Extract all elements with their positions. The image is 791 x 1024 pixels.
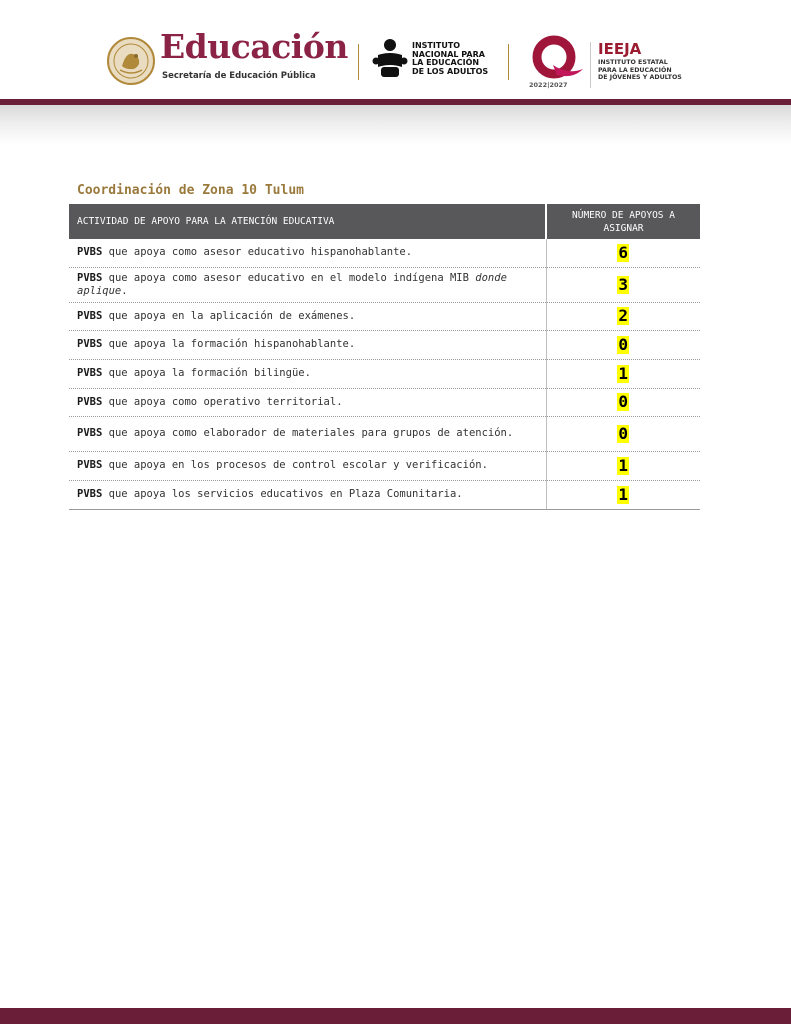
activity-cell <box>69 480 546 509</box>
table-row <box>69 416 700 451</box>
activity-text: que apoya en la aplicación de exámenes. <box>102 309 356 322</box>
count-cell <box>546 239 700 267</box>
activity-text: que apoya como operativo territorial. <box>102 395 343 408</box>
table-row <box>69 239 700 267</box>
education-title: Educación <box>160 27 348 66</box>
header-divider <box>508 44 509 80</box>
inea-line: LA EDUCACIÓN <box>412 58 480 67</box>
support-count: 0 <box>618 392 629 411</box>
pvbs-label: PVBS <box>77 488 103 500</box>
pvbs-label: PVBS <box>77 367 103 379</box>
support-count: 1 <box>618 455 629 475</box>
support-count: 2 <box>618 306 629 325</box>
education-subtitle: Secretaría de Educación Pública <box>162 71 316 81</box>
activity-cell <box>69 330 546 359</box>
pvbs-label: PVBS <box>77 338 103 350</box>
count-cell <box>546 480 700 509</box>
inea-line: INSTITUTO <box>412 41 461 50</box>
activity-column-header: ACTIVIDAD DE APOYO PARA LA ATENCIÓN EDUCATIVA <box>69 204 546 239</box>
pvbs-label: PVBS <box>77 459 103 471</box>
activity-text: que apoya en los procesos de control escolar y verificación. <box>102 459 488 471</box>
quintana-roo-logo-icon <box>527 35 585 89</box>
ieeja-name <box>598 59 708 82</box>
count-cell <box>546 416 700 451</box>
table-row <box>69 267 700 302</box>
header-shadow <box>0 105 791 145</box>
activity-text: que apoya como asesor educativo hispanohablante. <box>102 246 413 259</box>
activity-text: que apoya la formación hispanohablante. <box>102 338 356 350</box>
inea-line: DE LOS ADULTOS <box>412 66 489 76</box>
pvbs-label: PVBS <box>77 271 103 284</box>
ieeja-line: PARA LA EDUCACIÓN <box>598 66 672 74</box>
ieeja-title: IEEJA <box>598 40 642 58</box>
activity-text: que apoya como elaborador de materiales para grupos de atención. <box>102 427 514 439</box>
table-row <box>69 388 700 416</box>
ieeja-line: INSTITUTO ESTATAL <box>598 59 668 66</box>
activity-cell <box>69 359 546 388</box>
activity-cell <box>69 267 546 302</box>
support-count: 1 <box>618 363 629 383</box>
count-cell <box>546 359 700 388</box>
footer-band <box>0 1008 791 1024</box>
activity-cell <box>69 239 546 267</box>
support-count: 0 <box>618 423 629 443</box>
mexico-seal-icon <box>106 36 156 86</box>
table-row <box>69 480 700 509</box>
inea-name <box>412 42 502 76</box>
page-header <box>0 0 791 100</box>
pvbs-label: PVBS <box>77 427 103 439</box>
count-cell <box>546 330 700 359</box>
pvbs-label: PVBS <box>77 395 103 408</box>
header-divider <box>358 44 359 80</box>
ieeja-line: DE JÓVENES Y ADULTOS <box>598 74 682 81</box>
support-count: 1 <box>618 484 629 504</box>
activity-suffix: . <box>121 284 128 297</box>
support-count: 6 <box>618 242 629 262</box>
table-row <box>69 302 700 330</box>
number-column-header: NÚMERO DE APOYOS A ASIGNAR <box>546 204 700 239</box>
activity-text: que apoya los servicios educativos en Plaza Comunitaria. <box>102 488 463 500</box>
quintana-years: 2022|2027 <box>529 81 568 89</box>
count-cell <box>546 451 700 480</box>
pvbs-label: PVBS <box>77 246 103 259</box>
support-table <box>69 204 700 510</box>
activity-cell <box>69 388 546 416</box>
inea-line: NACIONAL PARA <box>412 49 485 59</box>
support-count: 0 <box>618 334 629 354</box>
activity-text: que apoya como asesor educativo en el modelo indígena MIB <box>102 271 476 284</box>
activity-cell <box>69 302 546 330</box>
section-title: Coordinación de Zona 10 Tulum <box>77 183 304 198</box>
table-header-row <box>69 204 700 239</box>
pvbs-label: PVBS <box>77 309 103 322</box>
activity-note: donde aplique <box>77 271 507 297</box>
activity-text: que apoya la formación bilingüe. <box>102 367 311 379</box>
table-row <box>69 451 700 480</box>
header-divider <box>590 42 591 88</box>
table-row <box>69 330 700 359</box>
activity-cell <box>69 451 546 480</box>
count-cell <box>546 388 700 416</box>
count-cell <box>546 267 700 302</box>
support-count: 3 <box>618 274 629 294</box>
count-cell <box>546 302 700 330</box>
table-row <box>69 359 700 388</box>
inea-reading-person-icon <box>372 37 408 79</box>
activity-cell <box>69 416 546 451</box>
